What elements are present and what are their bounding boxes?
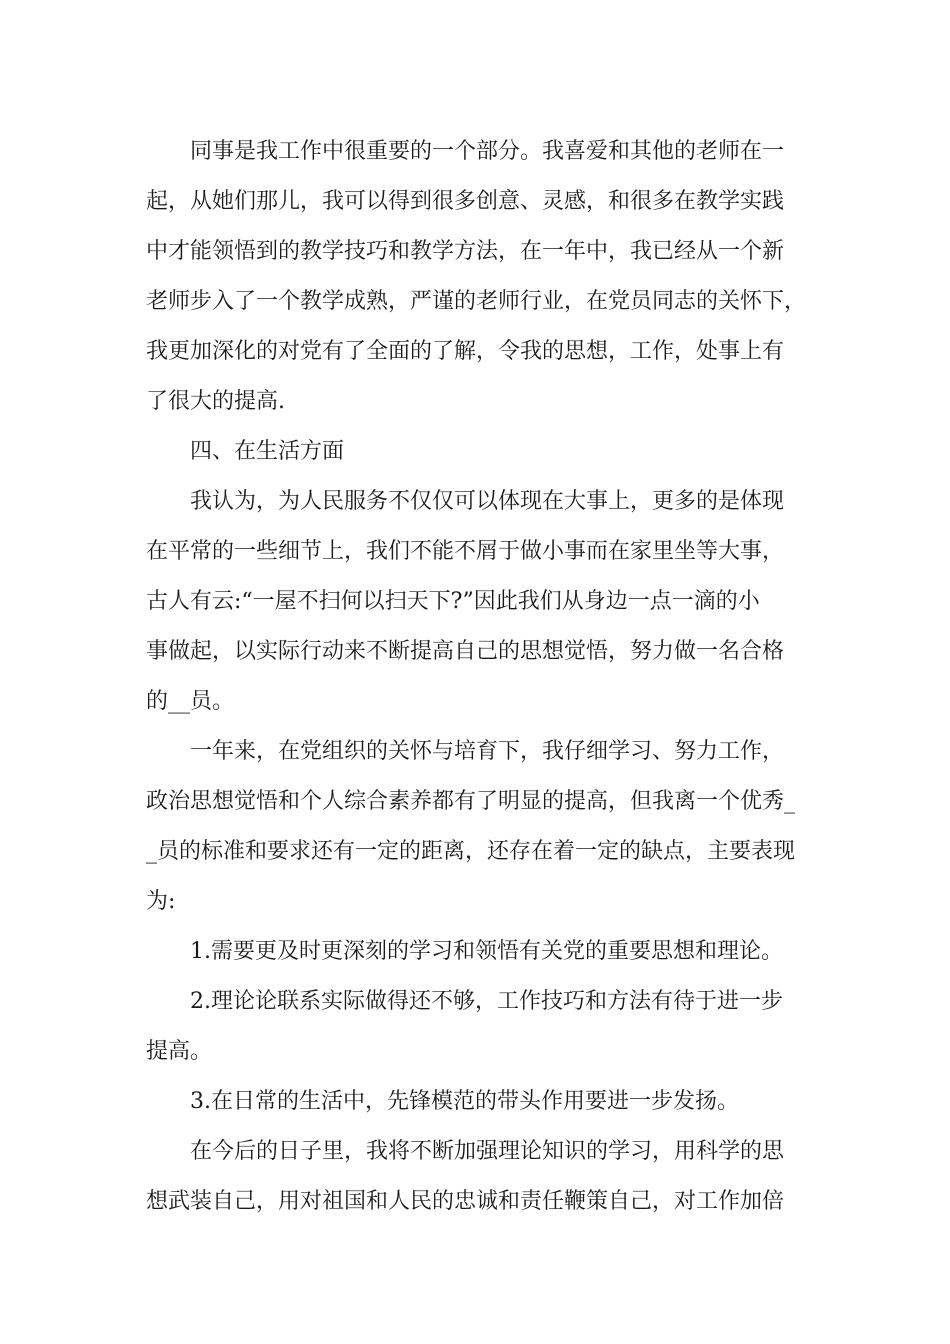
list-item: 3.在日常的生活中，先锋模范的带头作用要进一步发扬。 (190, 1089, 739, 1114)
text-line: 提高。 (146, 1039, 213, 1064)
text-line: _员的标准和要求还有一定的距离，还存在着一定的缺点，主要表现 (146, 839, 796, 864)
text-line: 为: (146, 889, 176, 914)
text-line: 老师步入了一个教学成熟，严谨的老师行业，在党员同志的关怀下， (146, 289, 807, 314)
section-heading: 四、在生活方面 (190, 439, 345, 464)
text-line: 我更加深化的对党有了全面的了解，令我的思想，工作，处事上有 (146, 339, 785, 364)
text-line: 我认为，为人民服务不仅仅可以体现在大事上，更多的是体现 (190, 489, 785, 514)
text-line: 同事是我工作中很重要的一个部分。我喜爱和其他的老师在一 (190, 139, 785, 164)
text-line: 事做起，以实际行动来不断提高自己的思想觉悟，努力做一名合格 (146, 639, 785, 664)
text-line: 想武装自己，用对祖国和人民的忠诚和责任鞭策自己，对工作加倍 (146, 1189, 785, 1214)
text-line: 古人有云:“一屋不扫何以扫天下?”因此我们从身边一点一滴的小 (146, 589, 760, 614)
text-line: 在平常的一些细节上，我们不能不屑于做小事而在家里坐等大事， (146, 539, 785, 564)
text-line: 起，从她们那儿，我可以得到很多创意、灵感，和很多在教学实践 (146, 189, 785, 214)
text-line: 在今后的日子里，我将不断加强理论知识的学习，用科学的思 (190, 1139, 785, 1164)
list-item: 1.需要更及时更深刻的学习和领悟有关党的重要思想和理论。 (190, 939, 783, 964)
text-line: 了很大的提高. (146, 389, 285, 414)
text-line: 中才能领悟到的教学技巧和教学方法，在一年中，我已经从一个新 (146, 239, 785, 264)
text-line: 政治思想觉悟和个人综合素养都有了明显的提高，但我离一个优秀_ (146, 789, 796, 814)
list-item: 2.理论论联系实际做得还不够，工作技巧和方法有待于进一步 (190, 989, 783, 1014)
text-line: 一年来，在党组织的关怀与培育下，我仔细学习、努力工作， (190, 739, 785, 764)
text-line: 的__员。 (146, 689, 235, 714)
